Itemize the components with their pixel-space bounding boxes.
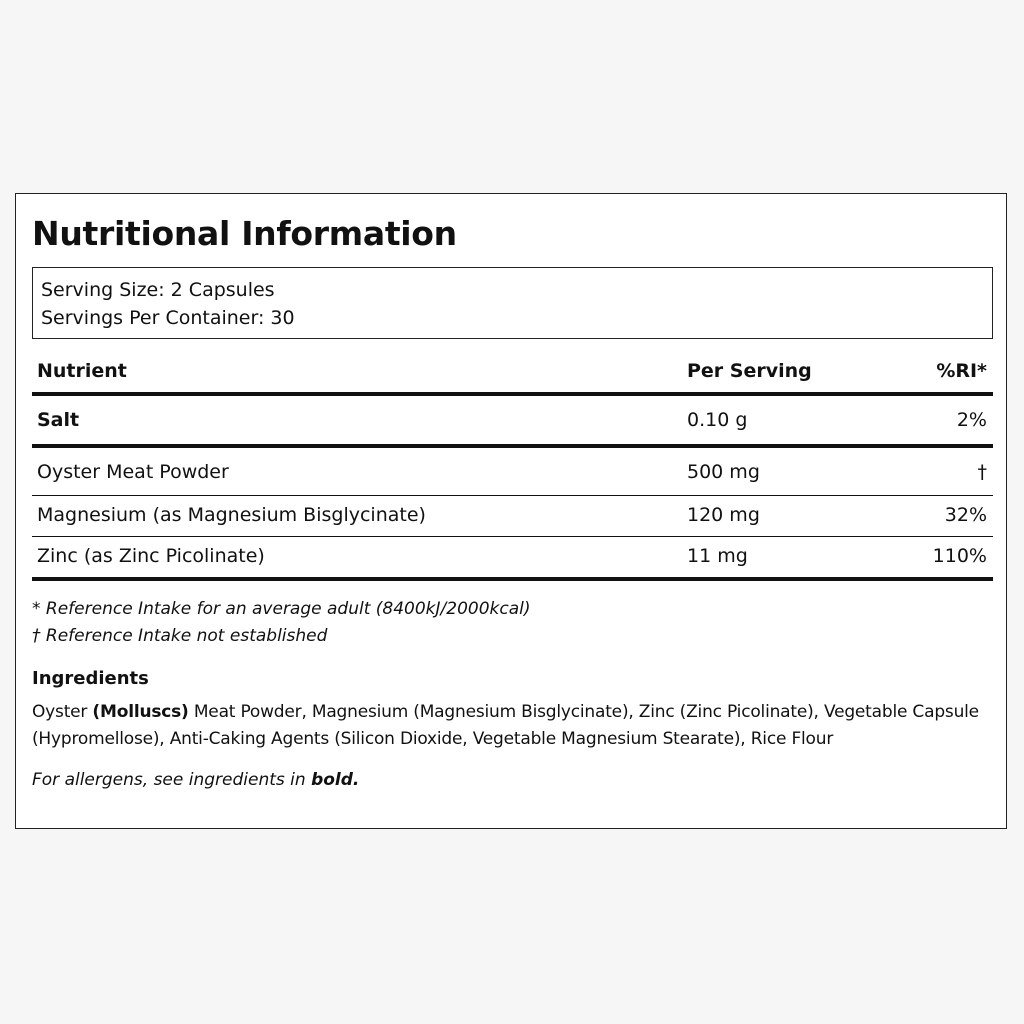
allergen-note-text: For allergens, see ingredients in xyxy=(32,770,312,790)
per-serving-value: 120 mg xyxy=(687,504,760,526)
header-per-serving: Per Serving xyxy=(687,360,812,382)
per-serving-value: 11 mg xyxy=(687,545,748,567)
ri-value: 32% xyxy=(944,504,987,526)
ingredients-text xyxy=(32,699,992,753)
table-row xyxy=(32,536,993,581)
nutrient-name: Zinc (as Zinc Picolinate) xyxy=(37,545,265,567)
header-ri: %RI* xyxy=(936,360,987,382)
nutrient-name: Salt xyxy=(37,409,80,431)
table-row xyxy=(32,495,993,536)
nutrient-name: Oyster Meat Powder xyxy=(37,461,229,483)
ri-value: † xyxy=(977,461,987,483)
page-title: Nutritional Information xyxy=(32,214,457,253)
nutrient-name: Magnesium (as Magnesium Bisglycinate) xyxy=(37,504,426,526)
per-serving-value: 0.10 g xyxy=(687,409,748,431)
footnote-not-established: † Reference Intake not established xyxy=(32,626,328,646)
serving-info-box xyxy=(32,267,993,339)
ingredients-rest: Meat Powder, Magnesium (Magnesium Bisglycinate), Zinc (Zinc Picolinate), Vegetable Capsule (Hypromellose), Anti-Caking Agents (Silicon Dioxide, Vegetable Magnesium Stearate), Rice Flour xyxy=(32,702,979,749)
serving-size: Serving Size: 2 Capsules xyxy=(41,279,275,301)
nutrition-table xyxy=(32,351,993,581)
footnotes xyxy=(32,596,531,650)
allergen-note-bold: bold. xyxy=(311,770,360,790)
table-header-row xyxy=(32,351,993,392)
ingredients-prefix: Oyster xyxy=(32,702,93,722)
table-row xyxy=(32,392,993,444)
servings-per-container: Servings Per Container: 30 xyxy=(41,307,295,329)
allergen-note xyxy=(32,770,359,790)
table-row xyxy=(32,444,993,495)
ingredients-heading: Ingredients xyxy=(32,668,149,689)
ingredients-allergen: (Molluscs) xyxy=(92,702,189,722)
header-nutrient: Nutrient xyxy=(37,360,127,382)
footnote-ri: * Reference Intake for an average adult (8400kJ/2000kcal) xyxy=(32,599,531,619)
nutrition-panel xyxy=(15,193,1007,829)
per-serving-value: 500 mg xyxy=(687,461,760,483)
ri-value: 2% xyxy=(956,409,987,431)
ri-value: 110% xyxy=(932,545,987,567)
